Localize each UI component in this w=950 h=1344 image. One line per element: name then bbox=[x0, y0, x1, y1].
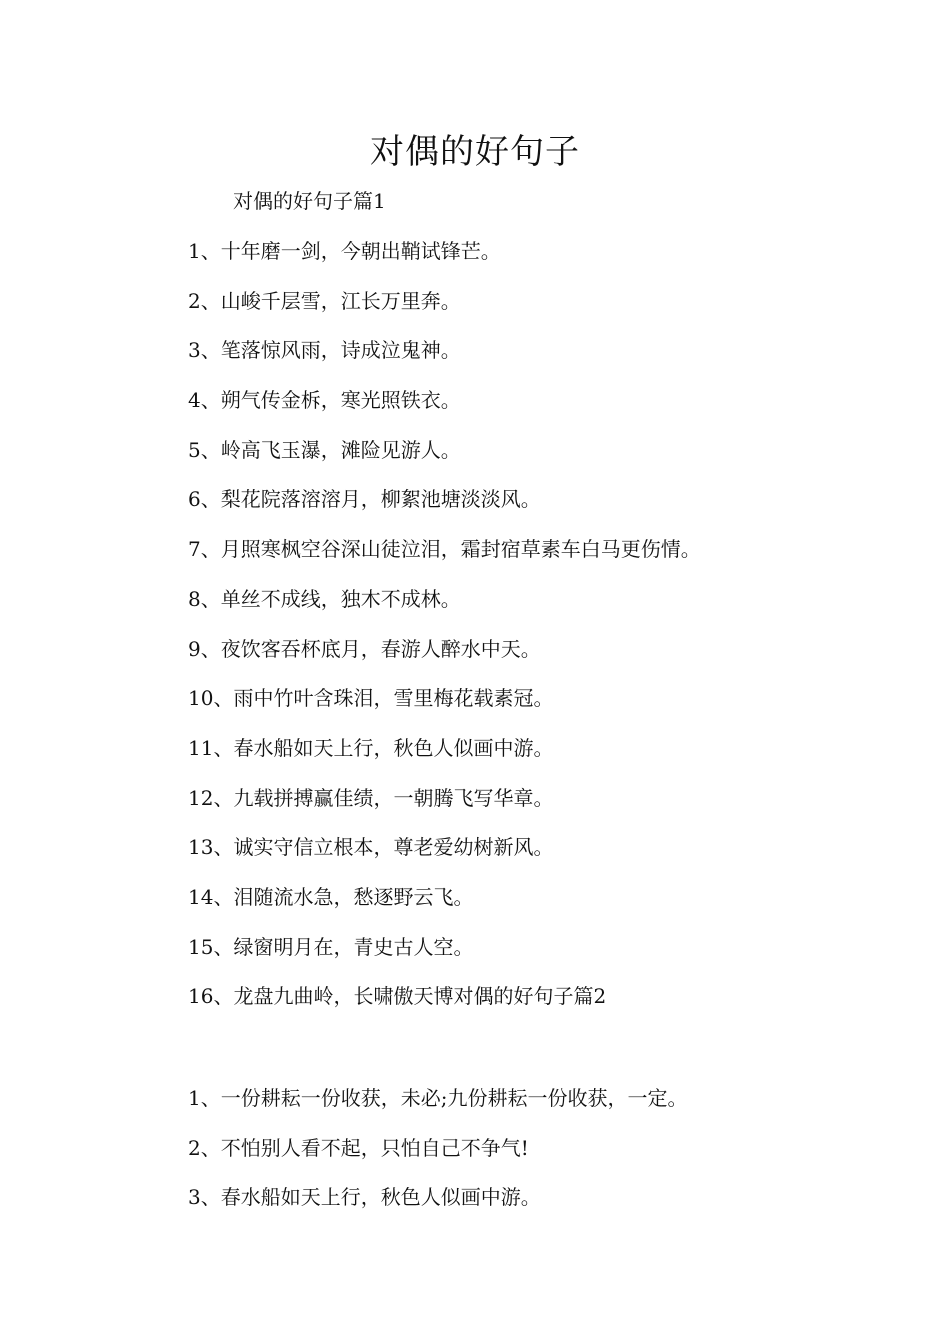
list-item: 8、单丝不成线，独木不成林。 bbox=[188, 586, 461, 611]
list-item: 1、十年磨一剑，今朝出鞘试锋芒。 bbox=[188, 239, 501, 263]
list-item: 9、夜饮客吞杯底月，春游人醉水中天。 bbox=[188, 636, 541, 661]
list-item: 11、春水船如天上行，秋色人似画中游。 bbox=[188, 735, 554, 760]
list-item: 6、梨花院落溶溶月，柳絮池塘淡淡风。 bbox=[188, 487, 541, 512]
list-item: 12、九载拼搏赢佳绩，一朝腾飞写华章。 bbox=[188, 785, 554, 810]
list-item: 3、笔落惊风雨，诗成泣鬼神。 bbox=[188, 338, 461, 363]
section-heading-1: 对偶的好句子篇1 bbox=[233, 189, 386, 213]
list-item: 16、龙盘九曲岭，长啸傲天博对偶的好句子篇2 bbox=[188, 984, 607, 1009]
list-item: 14、泪随流水急，愁逐野云飞。 bbox=[188, 884, 474, 909]
list-item: 5、岭高飞玉瀑，滩险见游人。 bbox=[188, 437, 461, 462]
list-item: 3、春水船如天上行，秋色人似画中游。 bbox=[188, 1185, 541, 1210]
list-item: 2、山峻千层雪，江长万里奔。 bbox=[188, 288, 461, 313]
list-item: 7、月照寒枫空谷深山徒泣泪，霜封宿草素车白马更伤情。 bbox=[188, 537, 701, 562]
list-item: 2、不怕别人看不起，只怕自己不争气! bbox=[188, 1135, 529, 1160]
list-item: 10、雨中竹叶含珠泪，雪里梅花载素冠。 bbox=[188, 686, 554, 711]
sentence-list-1 bbox=[188, 235, 701, 1030]
list-item: 15、绿窗明月在，青史古人空。 bbox=[188, 934, 474, 959]
list-item: 13、诚实守信立根本，尊老爱幼树新风。 bbox=[188, 835, 554, 860]
list-item: 4、朔气传金柝，寒光照铁衣。 bbox=[188, 388, 461, 413]
document-title: 对偶的好句子 bbox=[370, 132, 580, 172]
list-item: 1、一份耕耘一份收获，未必;九份耕耘一份收获，一定。 bbox=[188, 1086, 688, 1110]
sentence-list-2 bbox=[188, 1082, 687, 1231]
